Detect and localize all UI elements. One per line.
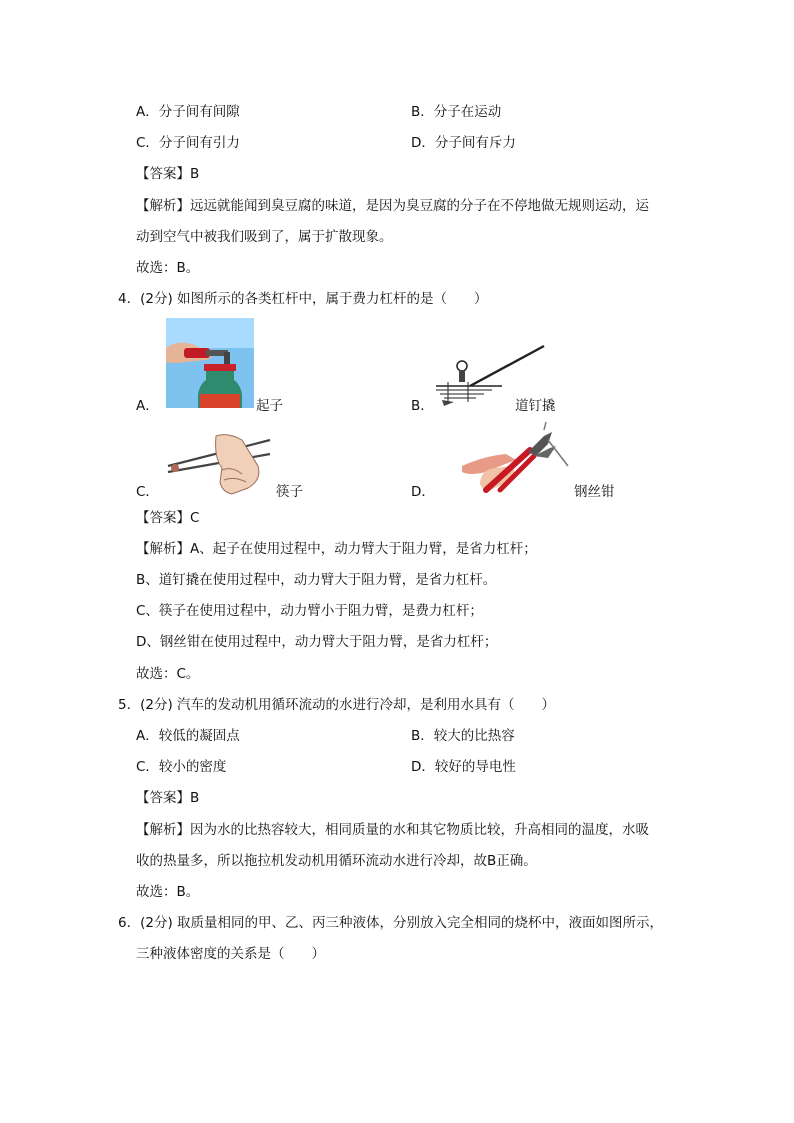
q5-choice: 故选：B。 bbox=[136, 884, 200, 900]
q5-stem: 5．(2分) 汽车的发动机用循环流动的水进行冷却，是利用水具有（ ） bbox=[118, 697, 556, 713]
q4-stem: 4．(2分) 如图所示的各类杠杆中，属于费力杠杆的是（ ） bbox=[118, 291, 488, 307]
q4-option-d-caption: 钢丝钳 bbox=[574, 484, 615, 500]
q3-option-c: C．分子间有引力 bbox=[136, 135, 240, 151]
q4-option-a-caption: 起子 bbox=[256, 398, 283, 414]
q5-analysis-line2: 收的热量多，所以拖拉机发动机用循环流动水进行冷却，故B正确。 bbox=[136, 853, 537, 869]
q4-option-a-letter: A． bbox=[136, 398, 159, 414]
bottle-opener-image bbox=[166, 318, 254, 408]
q4-analysis-line1: 【解析】A、起子在使用过程中，动力臂大于阻力臂，是省力杠杆； bbox=[136, 541, 537, 557]
q3-option-b: B．分子在运动 bbox=[411, 104, 502, 120]
q4-option-c-caption: 筷子 bbox=[276, 484, 303, 500]
q5-answer: 【答案】B bbox=[136, 790, 200, 806]
q5-option-d: D．较好的导电性 bbox=[411, 759, 516, 775]
q3-analysis-line2: 动到空气中被我们吸到了，属于扩散现象。 bbox=[136, 229, 393, 245]
q4-analysis-line2: B、道钉撬在使用过程中，动力臂大于阻力臂，是省力杠杆。 bbox=[136, 572, 497, 588]
q4-option-b-letter: B． bbox=[411, 398, 434, 414]
q5-analysis-line1: 【解析】因为水的比热容较大，相同质量的水和其它物质比较，升高相同的温度，水吸 bbox=[136, 822, 649, 838]
q4-option-d-letter: D． bbox=[411, 484, 435, 500]
wire-pliers-image bbox=[460, 420, 572, 496]
q4-option-c-letter: C． bbox=[136, 484, 159, 500]
q5-option-b: B．较大的比热容 bbox=[411, 728, 515, 744]
q4-analysis-line4: D、钢丝钳在使用过程中，动力臂大于阻力臂，是省力杠杆； bbox=[136, 634, 498, 650]
q3-option-d: D．分子间有斥力 bbox=[411, 135, 516, 151]
q3-analysis-line1: 【解析】远远就能闻到臭豆腐的味道，是因为臭豆腐的分子在不停地做无规则运动，运 bbox=[136, 198, 649, 214]
q3-answer: 【答案】B bbox=[136, 166, 200, 182]
q4-analysis-line3: C、筷子在使用过程中，动力臂小于阻力臂，是费力杠杆； bbox=[136, 603, 483, 619]
q4-choice: 故选：C。 bbox=[136, 666, 200, 682]
q5-option-a: A．较低的凝固点 bbox=[136, 728, 240, 744]
q4-answer: 【答案】C bbox=[136, 510, 200, 526]
q4-option-b-caption: 道钉撬 bbox=[515, 398, 556, 414]
chopsticks-image bbox=[166, 430, 272, 500]
q6-stem-line1: 6．(2分) 取质量相同的甲、乙、丙三种液体，分别放入完全相同的烧杯中，液面如图所示， bbox=[118, 915, 664, 931]
q5-option-c: C．较小的密度 bbox=[136, 759, 227, 775]
q6-stem-line2: 三种液体密度的关系是（ ） bbox=[136, 946, 325, 962]
q3-option-a: A．分子间有间隙 bbox=[136, 104, 240, 120]
q3-choice: 故选：B。 bbox=[136, 260, 200, 276]
